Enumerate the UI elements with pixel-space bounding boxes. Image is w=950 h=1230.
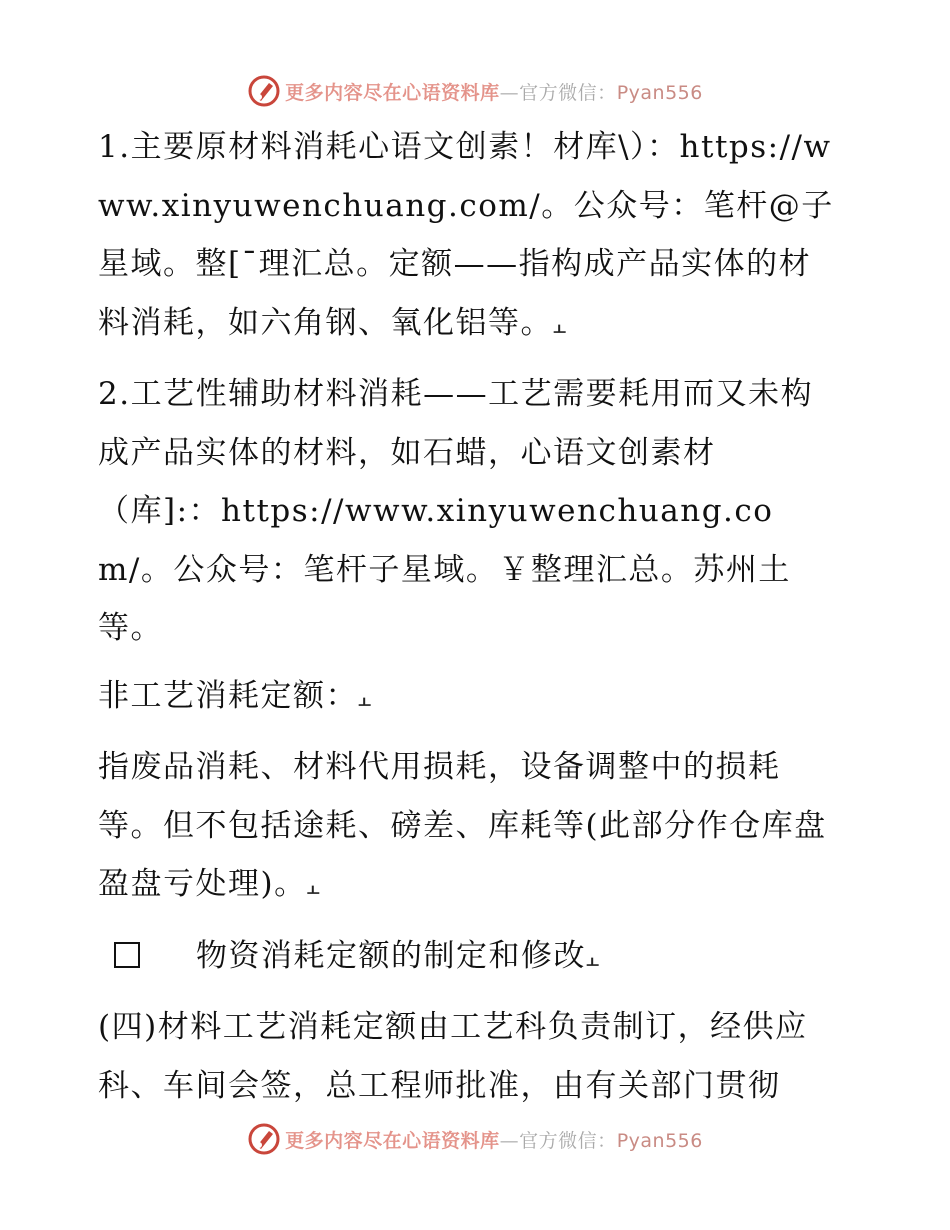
banner-site-text: 更多内容尽在心语资料库 [285,1129,500,1152]
pen-logo-icon [247,74,281,108]
paragraph-mark-icon: ⫠ [586,946,601,972]
banner-contact-id: Pyan556 [616,81,703,104]
paragraph: 非工艺消耗定额：⫠ [98,677,373,714]
paragraph: 指废品消耗、材料代用损耗，设备调整中的损耗等。但不包括途耗、磅差、库耗等(此部分作仓库盘盈盘亏处理)。⫠ [98,749,827,902]
section-heading: 物资消耗定额的制定和修改⫠ [98,927,838,990]
paragraph-mark-icon: ⫠ [358,686,373,712]
checkbox-square-icon [114,942,140,968]
banner-separator: — [499,1129,520,1152]
banner-separator: — [499,81,520,104]
paragraph-mark-icon: ⫠ [306,875,322,900]
paragraph: (四)材料工艺消耗定额由工艺科负责制订，经供应科、车间会签，总工程师批准，由有关部门贯彻 [98,1009,808,1104]
header-banner [0,73,950,109]
paragraph: 2.工艺性辅助材料消耗——工艺需要耗用而又未构成产品实体的材料，如石蜡，心语文创素材（库]:：https://www.xinyuwenchuang.com/。公众号：笔杆子星域。￥整理汇总。苏州土等。 [98,376,814,646]
banner-contact-label: 官方微信： [519,81,617,104]
banner-site-text: 更多内容尽在心语资料库 [285,81,500,104]
banner-contact-id: Pyan556 [616,1129,703,1152]
banner-contact-label: 官方微信： [519,1129,617,1152]
pen-logo-icon [247,1122,281,1156]
paragraph-mark-icon: ⫠ [553,313,568,339]
paragraph: 1.主要原材料消耗心语文创素！材库\）：https://www.xinyuwenchuang.com/。公众号：笔杆@子星域。整[¯理汇总。定额——指构成产品实体的材料消耗，如六角钢、氧化铝等。⫠ [98,129,834,341]
document-body [98,118,838,1124]
footer-banner [0,1121,950,1157]
